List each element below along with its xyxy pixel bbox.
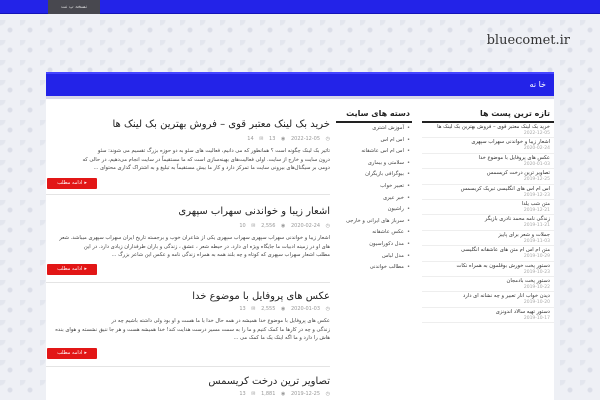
post-meta	[54, 306, 330, 316]
post-comments: 10	[239, 223, 246, 229]
post-divider	[46, 282, 330, 283]
latest-post-date: 2019-10-29	[523, 254, 550, 260]
post-title[interactable]: خرید بک لینک معتبر قوی – فروش بهترین بک لینک ها	[112, 119, 330, 130]
latest-post-date: 2019-10-22	[523, 284, 550, 290]
latest-post-date: 2020-01-03	[523, 161, 550, 167]
post-title[interactable]: تصاویر ترین درخت کریسمس	[208, 376, 330, 387]
latest-post-title[interactable]: دستور پخت بادمجان	[506, 277, 550, 284]
latest-post-title[interactable]: دیدن خواب انار تعبیر و چه نشانه ای دارد	[462, 293, 550, 300]
latest-posts-widget	[422, 107, 554, 323]
main-navbar	[46, 72, 554, 96]
category-link[interactable]: • بیوگرافی بازیگران	[336, 169, 412, 181]
post-excerpt-line: درون سایت و خارج از سایت. اولی فعالیت‌های بهینه‌سازی است که ما مستقیماً در سایت انجام می‌دهیم، در حالی که	[82, 156, 330, 163]
latest-post-item[interactable]	[422, 169, 554, 184]
category-link[interactable]: • مطالب خواندنی	[336, 262, 412, 274]
categories-title: دسته های سایت	[336, 107, 412, 123]
post-date: 2022-12-05	[290, 136, 321, 142]
category-link[interactable]: • آموزش اشتری	[336, 123, 412, 135]
comment-icon: ✉	[251, 223, 256, 229]
top-bar	[0, 0, 600, 14]
post-meta	[54, 391, 330, 400]
content-area	[46, 99, 554, 400]
read-more-button[interactable]: ▸ ادامه مطلب	[47, 264, 97, 275]
post-excerpt-line: های او در زمینه ادبیات ما جایگاه ویژه ای دارد. در حیطه شعر ، عشق ، زندگی و باران طرفداران زیادی دارد. در این	[83, 243, 330, 250]
latest-posts-title: تازه ترین پست ها	[422, 107, 554, 123]
category-link[interactable]: • راشیون	[336, 204, 412, 216]
latest-post-title[interactable]: خرید بک لینک معتبر قوی – فروش بهترین بک لینک ها	[437, 124, 550, 130]
latest-post-item[interactable]	[422, 215, 554, 230]
read-more-button[interactable]: ▸ ادامه مطلب	[47, 348, 97, 359]
post-views: 2,555	[261, 306, 276, 312]
latest-post-title[interactable]: دستور تهیه سالاد اندونزی	[495, 308, 550, 315]
latest-post-item[interactable]	[422, 277, 554, 292]
latest-post-date: 2019-10-23	[523, 269, 550, 275]
eye-icon: ◉	[281, 136, 286, 142]
post-comments: 13	[239, 306, 246, 312]
latest-post-date: 2019-12-25	[523, 177, 550, 183]
category-link[interactable]: • تعبیر خواب	[336, 181, 412, 193]
latest-post-item[interactable]	[422, 246, 554, 261]
eye-icon: ◉	[281, 306, 286, 312]
latest-post-date: 2019-11-03	[523, 238, 550, 244]
latest-post-date: 2020-02-24	[523, 146, 550, 152]
post-excerpt-line: اشعار زیبا و خواندنی سهراب سپهری سهراب سپهری یکی از شاعران خوب و برجسته تاریخ ایران سهراب سپهری میباشد. شعر	[59, 235, 330, 241]
post-meta	[54, 223, 330, 233]
comment-icon: ✉	[259, 136, 264, 142]
latest-post-date: 2019-10-17	[523, 315, 550, 321]
latest-post-title[interactable]: عکس های پروفایل با موضوع خدا	[478, 154, 550, 161]
eye-icon: ◉	[281, 223, 286, 229]
post-divider	[46, 194, 330, 195]
clock-icon: ◷	[325, 136, 330, 142]
latest-post-date: 2019-11-21	[523, 223, 550, 229]
post-views: 13	[269, 136, 276, 142]
latest-post-item[interactable]	[422, 185, 554, 200]
site-logo[interactable]: bluecomet.ir	[486, 33, 570, 48]
latest-post-date: 2022-12-05	[523, 131, 550, 136]
latest-post-title[interactable]: زندگی نامه محمد نادری بازیگر	[484, 216, 550, 223]
post-date: 2019-12-25	[290, 391, 321, 397]
latest-post-title[interactable]: جملات و شعر برای پاییز	[498, 231, 550, 238]
nav-home-link[interactable]: خا نه	[529, 80, 546, 89]
latest-post-date: 2019-12-23	[523, 192, 550, 198]
categories-widget	[336, 107, 412, 274]
latest-post-title[interactable]: تصاویر ترین درخت کریسمس	[486, 170, 550, 177]
latest-post-item[interactable]	[422, 262, 554, 277]
latest-post-title[interactable]: اشعار زیبا و خواندنی سهراب سپهری	[471, 139, 550, 146]
latest-post-item[interactable]	[422, 123, 554, 138]
post-divider	[46, 366, 330, 367]
clock-icon: ◷	[325, 391, 330, 397]
post-comments: 14	[247, 136, 254, 142]
post-date: 2020-02-24	[290, 223, 321, 229]
latest-post-date: 2019-10-20	[523, 300, 550, 306]
category-link[interactable]: • عکس عاشقانه	[336, 227, 412, 239]
latest-post-title[interactable]: متن شب یلدا	[521, 200, 550, 207]
latest-post-title[interactable]: دستور پخت خورش بوقلمون به همراه نکات	[456, 262, 550, 269]
post-excerpt-line: تاثیر بک لینک چگونه است ؟ همانطور که می دانیم، فعالیت های سئو به دو حوزه بزرگ تقسیم می شوند: سئو	[97, 148, 330, 154]
post-views: 2,556	[261, 223, 276, 229]
post-excerpt	[54, 317, 330, 343]
top-bar-tab[interactable]: نسخه پ نت	[48, 0, 100, 14]
post-excerpt-line: مطلب اشعار سهراب سپهری که کوتاه و چه بلند همه به همراه زندگی نامه و عکس این شاعر بزرگ ...	[111, 252, 330, 259]
post-excerpt	[54, 147, 330, 173]
post-views: 1,881	[261, 391, 276, 397]
clock-icon: ◷	[325, 306, 330, 312]
category-link[interactable]: • اس ام اس عاشقانه	[336, 146, 412, 158]
post-excerpt-line: هاش را دارد و ما اگه اینک یک ما کمک می ...	[233, 335, 330, 342]
latest-post-date: 2019-12-21	[523, 207, 550, 213]
post-excerpt	[54, 234, 330, 260]
post-meta	[54, 136, 330, 146]
category-link[interactable]: • مدل دکوراسیون	[336, 239, 412, 251]
category-link[interactable]: • سرباز های ایرانی و خارجی	[336, 216, 412, 228]
latest-post-item[interactable]	[422, 231, 554, 246]
comment-icon: ✉	[251, 306, 256, 312]
post-date: 2020-01-03	[290, 306, 321, 312]
latest-post-title[interactable]: اس ام اس های انگلیسی تبریک کریسمس	[460, 185, 550, 192]
latest-post-item[interactable]	[422, 292, 554, 307]
latest-post-item[interactable]	[422, 138, 554, 153]
post-title[interactable]: اشعار زیبا و خواندنی سهراب سپهری	[178, 206, 330, 217]
eye-icon: ◉	[281, 391, 286, 397]
read-more-button[interactable]: ▸ ادامه مطلب	[47, 178, 97, 189]
latest-post-item[interactable]	[422, 200, 554, 215]
post-excerpt-line: عکس های پروفایل با موضوع خدا همیشه در همه حال خدا با ما هست و او بود ولی داشته باشیم چه در	[111, 318, 330, 324]
latest-post-title[interactable]: متن ام اس ام متن های عاشقانه انگلیسی	[460, 247, 550, 254]
category-link[interactable]: • اس ام اس	[336, 135, 412, 147]
category-link[interactable]: • سلامتی و بیماری	[336, 158, 412, 170]
post-title[interactable]: عکس های پروفایل با موضوع خدا	[192, 291, 330, 302]
post-excerpt-line: زندگی و چه در کارها ما کمک کنیم و ما را به سمت مسیر درست هدایت کند! خدا همیشه هست و هر جا ننیق نشسته و هوای بنده	[55, 326, 330, 333]
clock-icon: ◷	[325, 223, 330, 229]
category-link[interactable]: • خبر عیری	[336, 193, 412, 205]
post-comments: 13	[239, 391, 246, 397]
post-excerpt-line: دومی بر سیگنال‌های بیرونی سایت ما تمرکز دارد و کار ما بیش مستقیماً به تبلیغ و به اشتراک گذاری محتوای ...	[93, 165, 330, 172]
latest-post-item[interactable]	[422, 154, 554, 169]
category-link[interactable]: • مدل لباس	[336, 251, 412, 263]
latest-post-item[interactable]	[422, 308, 554, 323]
comment-icon: ✉	[251, 391, 256, 397]
